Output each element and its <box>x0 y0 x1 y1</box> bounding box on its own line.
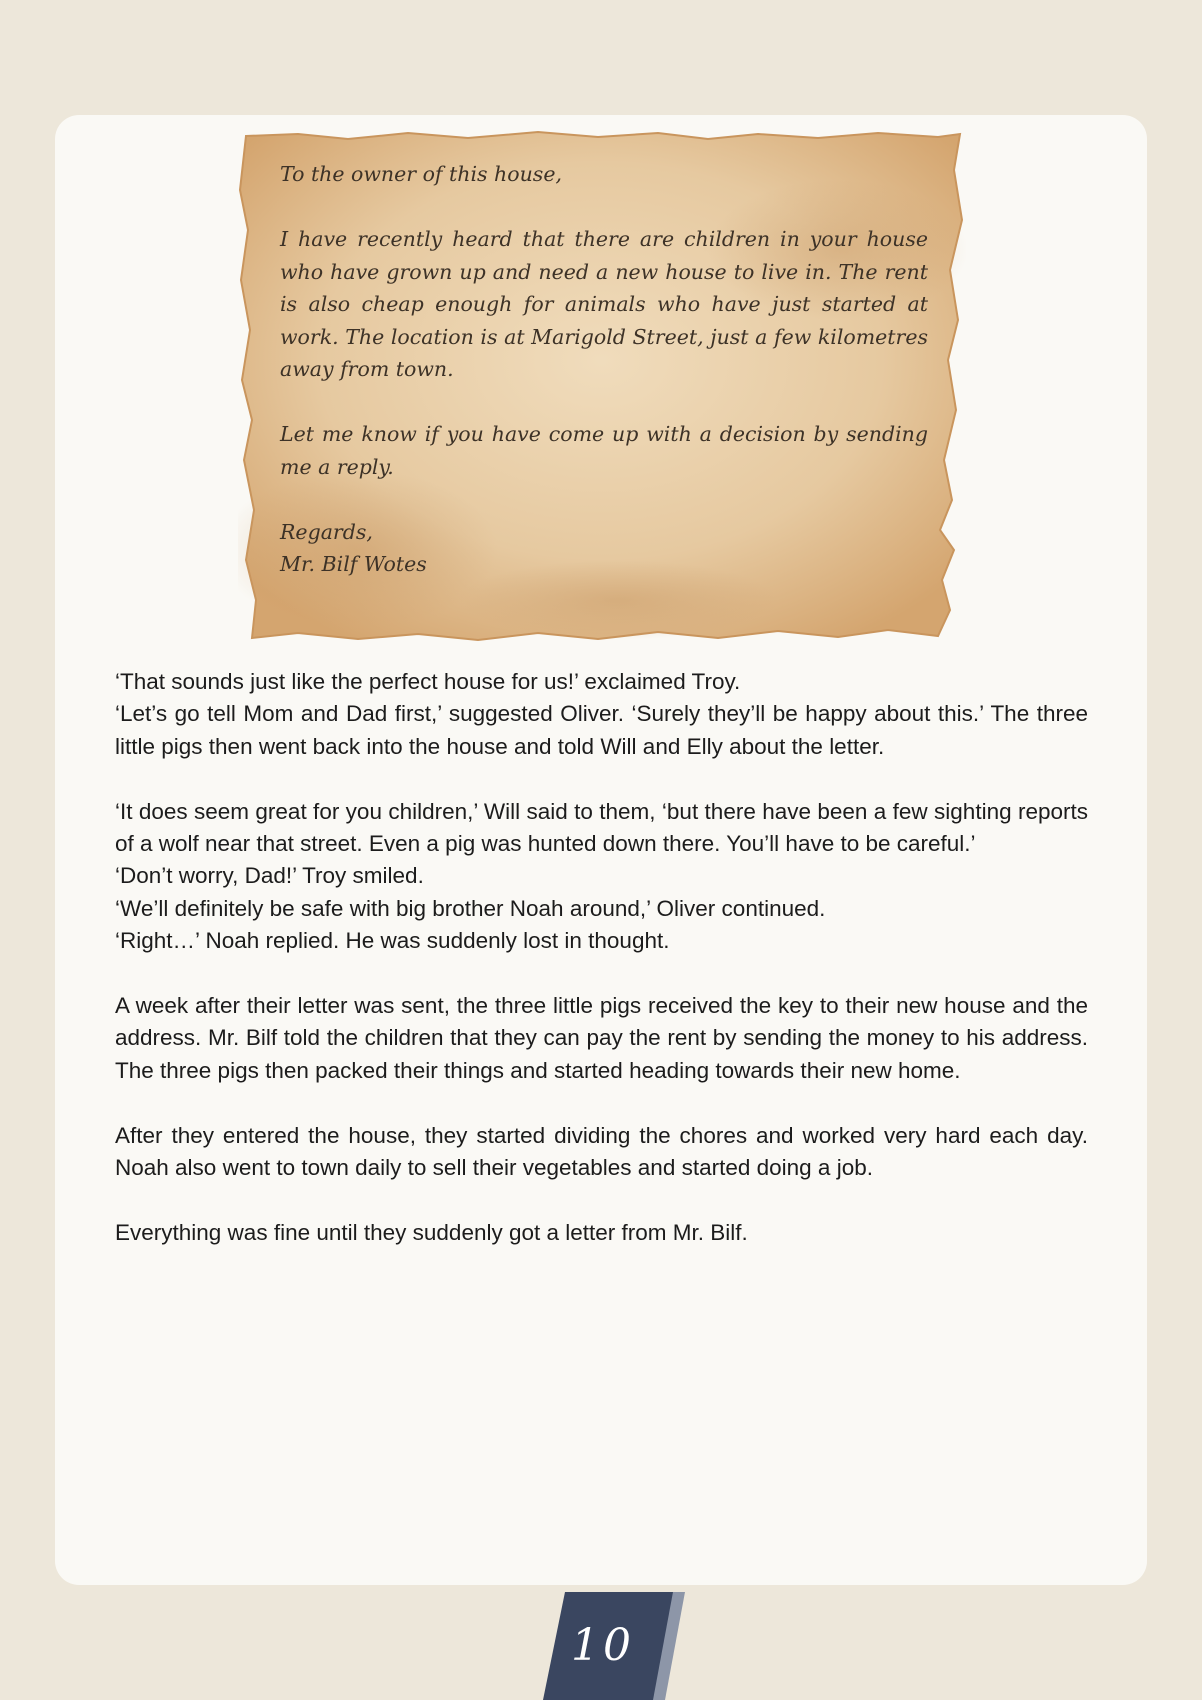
story-line: ‘Let’s go tell Mom and Dad first,’ suggested Oliver. ‘Surely they’ll be happy about this.’ The three little pigs then went back into the house and told Will and Elly about the letter. <box>115 701 1088 759</box>
letter-body: I have recently heard that there are children in your house who have grown up and need a new house to live in. The rent is also cheap enough for animals who have just started at work. The location is at Marigold Street, just a few kilometres away from town. <box>280 227 928 381</box>
letter-signature: Mr. Bilf Wotes <box>280 552 427 576</box>
story-line: ‘We’ll definitely be safe with big brother Noah around,’ Oliver continued. <box>115 895 826 921</box>
story-paragraph <box>115 796 1088 958</box>
story-paragraph <box>115 666 1088 763</box>
story-line: ‘It does seem great for you children,’ Will said to them, ‘but there have been a few sighting reports of a wolf near that street. Even a pig was hunted down there. You’ll have to be careful.’ <box>115 798 1088 857</box>
letter-greeting: To the owner of this house, <box>280 162 562 186</box>
letter-illustration <box>238 130 966 642</box>
letter-request: Let me know if you have come up with a decision by sending me a reply. <box>280 422 928 479</box>
letter-text <box>280 158 928 581</box>
page-number: 10 <box>571 1619 635 1671</box>
story-line: ‘Right…’ Noah replied. He was suddenly lost in thought. <box>115 928 670 954</box>
story-paragraph: A week after their letter was sent, the three little pigs received the key to their new house and the address. Mr. Bilf told the children that they can pay the rent by sending the money to his address. The three pigs then packed their things and started heading towards their new home. <box>115 993 1088 1083</box>
story-line: ‘Don’t worry, Dad!’ Troy smiled. <box>115 863 424 889</box>
story-line: ‘That sounds just like the perfect house for us!’ exclaimed Troy. <box>115 669 741 694</box>
story-text <box>115 666 1088 1282</box>
story-paragraph: After they entered the house, they started dividing the chores and worked very hard each day. Noah also went to town daily to sell their vegetables and started doing a job. <box>115 1122 1088 1181</box>
letter-closing <box>280 516 928 581</box>
letter-closing-regards: Regards, <box>280 519 373 544</box>
story-paragraph: Everything was fine until they suddenly got a letter from Mr. Bilf. <box>115 1219 748 1245</box>
